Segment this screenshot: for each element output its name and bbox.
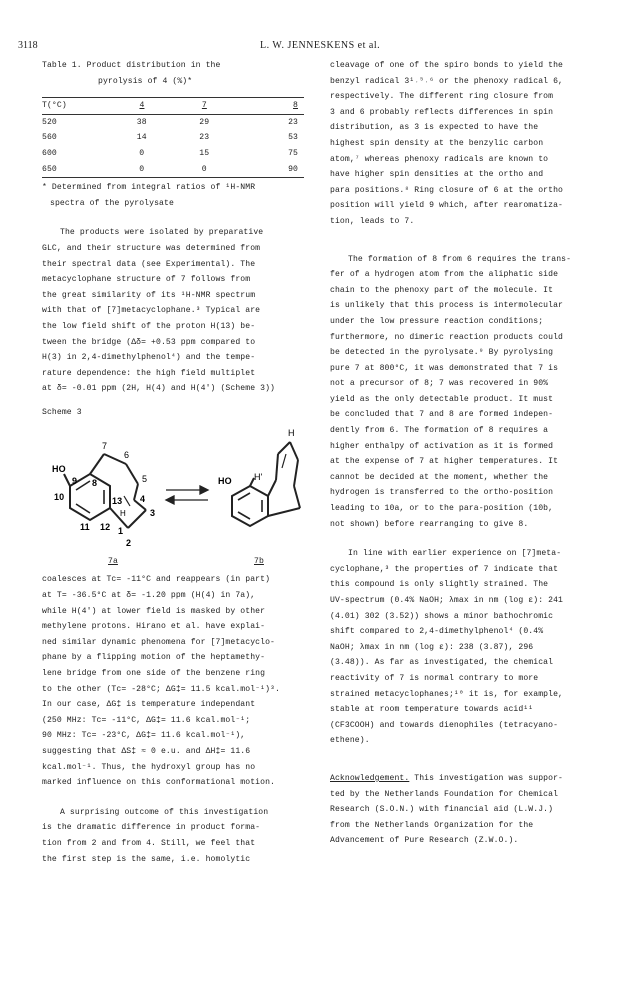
atom-label: 3 — [150, 508, 156, 519]
table-cell: 0 — [139, 164, 145, 174]
text-line: coalesces at Tc= -11°C and reappears (in part) — [42, 575, 271, 585]
page-number: 3118 — [18, 40, 38, 51]
table-cell: 75 — [288, 148, 298, 158]
text-line: suggesting that ΔS‡ ≈ 0 e.u. and ΔH‡= 11.6 — [42, 747, 251, 756]
text-line: 3 and 6 probably reflects differences in spin — [330, 107, 554, 117]
text-line: Advancement of Pure Research (Z.W.O.). — [330, 836, 519, 846]
text-line: not a precursor of 8; 7 was recovered in 90% — [330, 379, 549, 389]
text-line: have higher spin densities at the ortho and — [330, 170, 544, 180]
text-line: (CF3COOH) and towards dienophiles (tetracyano- — [330, 720, 559, 730]
text-line: position will yield 9 which, after rearomatiza- — [330, 201, 563, 211]
text-line: methylene protons. Hirano et al. have explai- — [42, 622, 266, 632]
text-line: benzyl radical 3¹˒⁵˒⁶ or the phenoxy radical 6, — [330, 76, 563, 86]
table-caption-line: pyrolysis of 4 (%)* — [98, 76, 193, 86]
structure-7b — [232, 442, 300, 526]
text-line: NaOH; λmax in nm (log ε): 238 (3.87), 296 — [330, 642, 534, 652]
paragraph — [42, 225, 304, 397]
text-line: is the dramatic difference in product forma- — [42, 823, 261, 833]
text-line: be detected in the pyrolysate.⁹ By pyrolysing — [330, 348, 554, 358]
table-row — [42, 130, 304, 146]
table-cell: 90 — [288, 164, 298, 174]
text-line: UV-spectrum (0.4% NaOH; λmax in nm (log ε): 241 — [330, 596, 563, 605]
table-row — [42, 146, 304, 162]
bridge-bond — [290, 442, 298, 460]
atom-label: HO — [218, 476, 232, 487]
text-line: metacyclophane structure of 7 follows from — [42, 275, 251, 285]
atom-label: 13 — [112, 496, 123, 507]
table-cell: 0 — [139, 148, 145, 158]
text-line: 90 MHz: Tc= -23°C, ΔG‡= 11.6 kcal.mol⁻¹), — [42, 731, 246, 741]
table-cell: 600 — [42, 148, 57, 158]
text-line: with that of [7]metacyclophane.³ Typical are — [42, 306, 261, 316]
double-bond — [238, 493, 250, 500]
text-line — [330, 771, 600, 787]
text-line: In our case, ΔG‡ is temperature independant — [42, 700, 256, 710]
bridge-bond — [268, 480, 276, 496]
text-line: this compound is only slightly strained. The — [330, 580, 549, 590]
text-line: tion, leads to 7. — [330, 216, 415, 226]
table-cell: 560 — [42, 133, 57, 143]
bond-h4 — [124, 496, 130, 506]
table-cell: 23 — [199, 133, 210, 143]
acknowledgement — [330, 771, 600, 849]
text-line: reactivity of 7 is normal contrary to more — [330, 673, 539, 683]
scheme-title: Scheme 3 — [42, 407, 82, 417]
text-line: not shown) before rearranging to give 8. — [330, 519, 529, 529]
text-line: dently from 6. The formation of 8 requires a — [330, 426, 549, 436]
structure-7a — [64, 454, 146, 528]
atom-label: 2 — [126, 538, 132, 549]
bond-c7 — [90, 454, 104, 474]
paragraph — [330, 252, 600, 533]
text-line: under the low pressure reaction conditions; — [330, 316, 544, 326]
table-caption-line: Table 1. Product distribution in the — [42, 61, 221, 70]
page-header — [0, 40, 625, 54]
text-line: furthermore, no dimeric reaction products could — [330, 332, 563, 342]
atom-label: 11 — [80, 522, 90, 533]
atom-label: 6 — [124, 450, 130, 461]
text-line: kcal.mol⁻¹. Thus, the hydroxyl group has no — [42, 762, 256, 772]
table-row — [42, 115, 304, 131]
text-line: fer of a hydrogen atom from the aliphatic side — [330, 270, 559, 280]
double-bond — [76, 481, 90, 490]
text-line: The formation of 8 from 6 requires the trans- — [348, 254, 572, 264]
text-line: from the Netherlands Organization for the — [330, 820, 534, 830]
text-line: their spectral data (see Experimental). The — [42, 259, 256, 269]
table-row — [42, 162, 304, 178]
text-line: The products were isolated by preparative — [60, 228, 264, 238]
table-cell: 29 — [199, 117, 210, 127]
acknowledgement-heading: Acknowledgement. — [330, 773, 410, 783]
table-cell: 38 — [136, 117, 147, 127]
text-line: ted by the Netherlands Foundation for Chemical — [330, 789, 559, 799]
bridge-bond — [294, 460, 298, 486]
equilibrium-arrows — [166, 486, 208, 504]
bridge-bond — [294, 486, 300, 508]
text-line: cyclophane,³ the properties of 7 indicate that — [330, 564, 559, 574]
text-line: Research (S.O.N.) with financial aid (L.W.J.) — [330, 805, 554, 815]
text-line: tween the bridge (Δδ= +0.53 ppm compared to — [42, 337, 256, 347]
text-line: (3.48)). As far as investigated, the chemical — [330, 658, 554, 668]
text-line: rature dependence: the high field multiplet — [42, 368, 256, 378]
bridge-bond — [276, 454, 278, 480]
spacer — [330, 230, 600, 252]
paragraph — [42, 805, 304, 867]
bond-c5 — [126, 464, 138, 484]
left-column — [42, 58, 304, 867]
text-line: at T= -36.5°C at δ= -1.20 ppm (H(4) in 7a), — [42, 591, 256, 601]
paragraph — [330, 58, 600, 230]
text-line: respectively. The different ring closure from — [330, 92, 554, 102]
scheme-3-diagram — [42, 424, 304, 554]
text-line: In line with earlier experience on [7]meta- — [348, 549, 562, 559]
text-line: at the expense of 7 at higher temperatures. It — [330, 457, 559, 467]
text-line: cannot be decided at the moment, whether the — [330, 472, 549, 482]
text-line: at δ= -0.01 ppm (2H, H(4) and H(4') (Scheme 3)) — [42, 384, 275, 394]
text-line: marked influence on this conformational motion. — [42, 778, 275, 788]
atom-label: HO — [52, 464, 66, 475]
table-header-cell: 7 — [201, 101, 207, 111]
right-column — [330, 58, 600, 849]
text-line: to the other (Tc= -28°C; ΔG‡= 11.5 kcal.mol⁻¹)³. — [42, 684, 280, 694]
product-distribution-table — [42, 98, 304, 114]
table-cell: 650 — [42, 164, 57, 174]
text-line: cleavage of one of the spiro bonds to yield the — [330, 61, 563, 70]
text-line: atom,⁷ whereas phenoxy radicals are known to — [330, 154, 549, 164]
double-bond — [76, 504, 90, 513]
paragraph — [330, 546, 600, 749]
text-line: tion from 2 and from 4. Still, we feel that — [42, 838, 256, 848]
bond-c2 — [128, 510, 146, 528]
text-line: strained metacyclophanes;¹⁰ it is, for example, — [330, 689, 563, 699]
spacer — [42, 791, 304, 805]
table-cell: 53 — [288, 133, 298, 143]
bond-c4 — [134, 484, 138, 500]
text-line: A surprising outcome of this investigation — [60, 807, 269, 817]
text-line: lene bridge from one side of the benzene ring — [42, 669, 266, 679]
scheme-labels — [42, 554, 304, 572]
paragraph — [42, 572, 304, 790]
table-cell: 23 — [288, 117, 298, 127]
table-header-row — [42, 98, 304, 114]
spacer — [330, 749, 600, 771]
text-line: highest spin density at the benzylic carbon — [330, 138, 544, 148]
text-line: the great similarity of its ¹H-NMR spectrum — [42, 290, 256, 300]
double-bond — [238, 512, 250, 519]
atom-label: 7 — [102, 441, 108, 452]
text-line: distribution, as 3 is expected to have the — [330, 123, 539, 133]
table-bottom-rule — [42, 177, 304, 178]
bridge-bond — [278, 442, 290, 454]
bond-c6 — [104, 454, 126, 464]
atom-label: 1 — [118, 526, 124, 537]
table-footnote-line: spectra of the pyrolysate — [50, 198, 174, 208]
text-line: while H(4') at lower field is masked by other — [42, 606, 266, 616]
table-header-cell: 4 — [139, 101, 145, 111]
product-distribution-table-body — [42, 115, 304, 177]
table-caption — [42, 58, 304, 89]
atom-label: 4 — [140, 494, 146, 505]
scheme-3-structures — [42, 424, 304, 554]
bond-h — [282, 454, 286, 468]
table-header-cell: 8 — [293, 101, 298, 111]
scheme-label-7b: 7b — [254, 557, 264, 567]
table-cell: 15 — [199, 148, 210, 158]
atom-label: 9 — [72, 476, 78, 487]
text-line: GLC, and their structure was determined from — [42, 243, 261, 253]
atom-label: 5 — [142, 474, 148, 485]
table-cell: 520 — [42, 117, 57, 127]
table-footnote — [42, 180, 304, 211]
spacer — [330, 532, 600, 546]
text-line: shift compared to 2,4-dimethylphenol⁴ (0.4% — [330, 627, 544, 637]
text-line: H(3) in 2,4-dimethylphenol⁴) and the tempe- — [42, 353, 256, 363]
text-line: pure 7 at 800°C, it was demonstrated that 7 is — [330, 363, 559, 373]
text-line: ned similar dynamic phenomena for [7]metacyclo- — [42, 637, 275, 647]
scheme-label-7a: 7a — [108, 557, 118, 567]
text-line: stable at room temperature towards acid¹¹ — [330, 705, 534, 715]
text-line: higher enthalpy of activation as it is formed — [330, 441, 554, 451]
bridge-bond — [268, 508, 300, 516]
acknowledgement-text: This investigation was suppor- — [409, 773, 563, 783]
table-footnote-line: * Determined from integral ratios of ¹H-NMR — [42, 183, 256, 193]
bond-oh — [64, 474, 70, 486]
text-line: the first step is the same, i.e. homolytic — [42, 854, 251, 864]
running-head: L. W. JENNESKENS et al. — [260, 40, 381, 51]
spacer — [42, 211, 304, 225]
arrow-head — [166, 496, 174, 504]
text-line: chain to the phenoxy part of the molecule. It — [330, 285, 554, 295]
table-cell: 0 — [201, 164, 207, 174]
atom-label: H — [120, 509, 126, 519]
table-header-cell: T(°C) — [42, 101, 67, 111]
text-line: (250 MHz: Tc= -11°C, ΔG‡= 11.6 kcal.mol⁻¹; — [42, 715, 251, 725]
arrow-head — [200, 486, 208, 494]
text-line: the low field shift of the proton H(13) be- — [42, 321, 256, 331]
text-line: phane by a flipping motion of the heptamethy- — [42, 653, 266, 663]
text-line: (4.01) 302 (3.52)) shows a minor bathochromic — [330, 611, 554, 621]
atom-label: 10 — [54, 492, 65, 503]
atom-label: 8 — [92, 478, 98, 489]
text-line: leading to 10a, or to the para-position (10b, — [330, 504, 554, 514]
table-cell: 14 — [136, 133, 147, 143]
text-line: ethene). — [330, 736, 370, 746]
text-line: be concluded that 7 and 8 are formed indepen- — [330, 410, 554, 420]
atom-label: H — [288, 428, 295, 439]
text-line: is unlikely that this process is intermolecular — [330, 301, 563, 311]
text-line: hydrogen is transferred to the ortho-position — [330, 488, 554, 498]
atom-label: 12 — [100, 522, 111, 533]
text-line: yield as the only detectable product. It must — [330, 394, 554, 404]
text-line: para positions.⁸ Ring closure of 6 at the ortho — [330, 185, 563, 195]
atom-label: H' — [254, 472, 263, 483]
